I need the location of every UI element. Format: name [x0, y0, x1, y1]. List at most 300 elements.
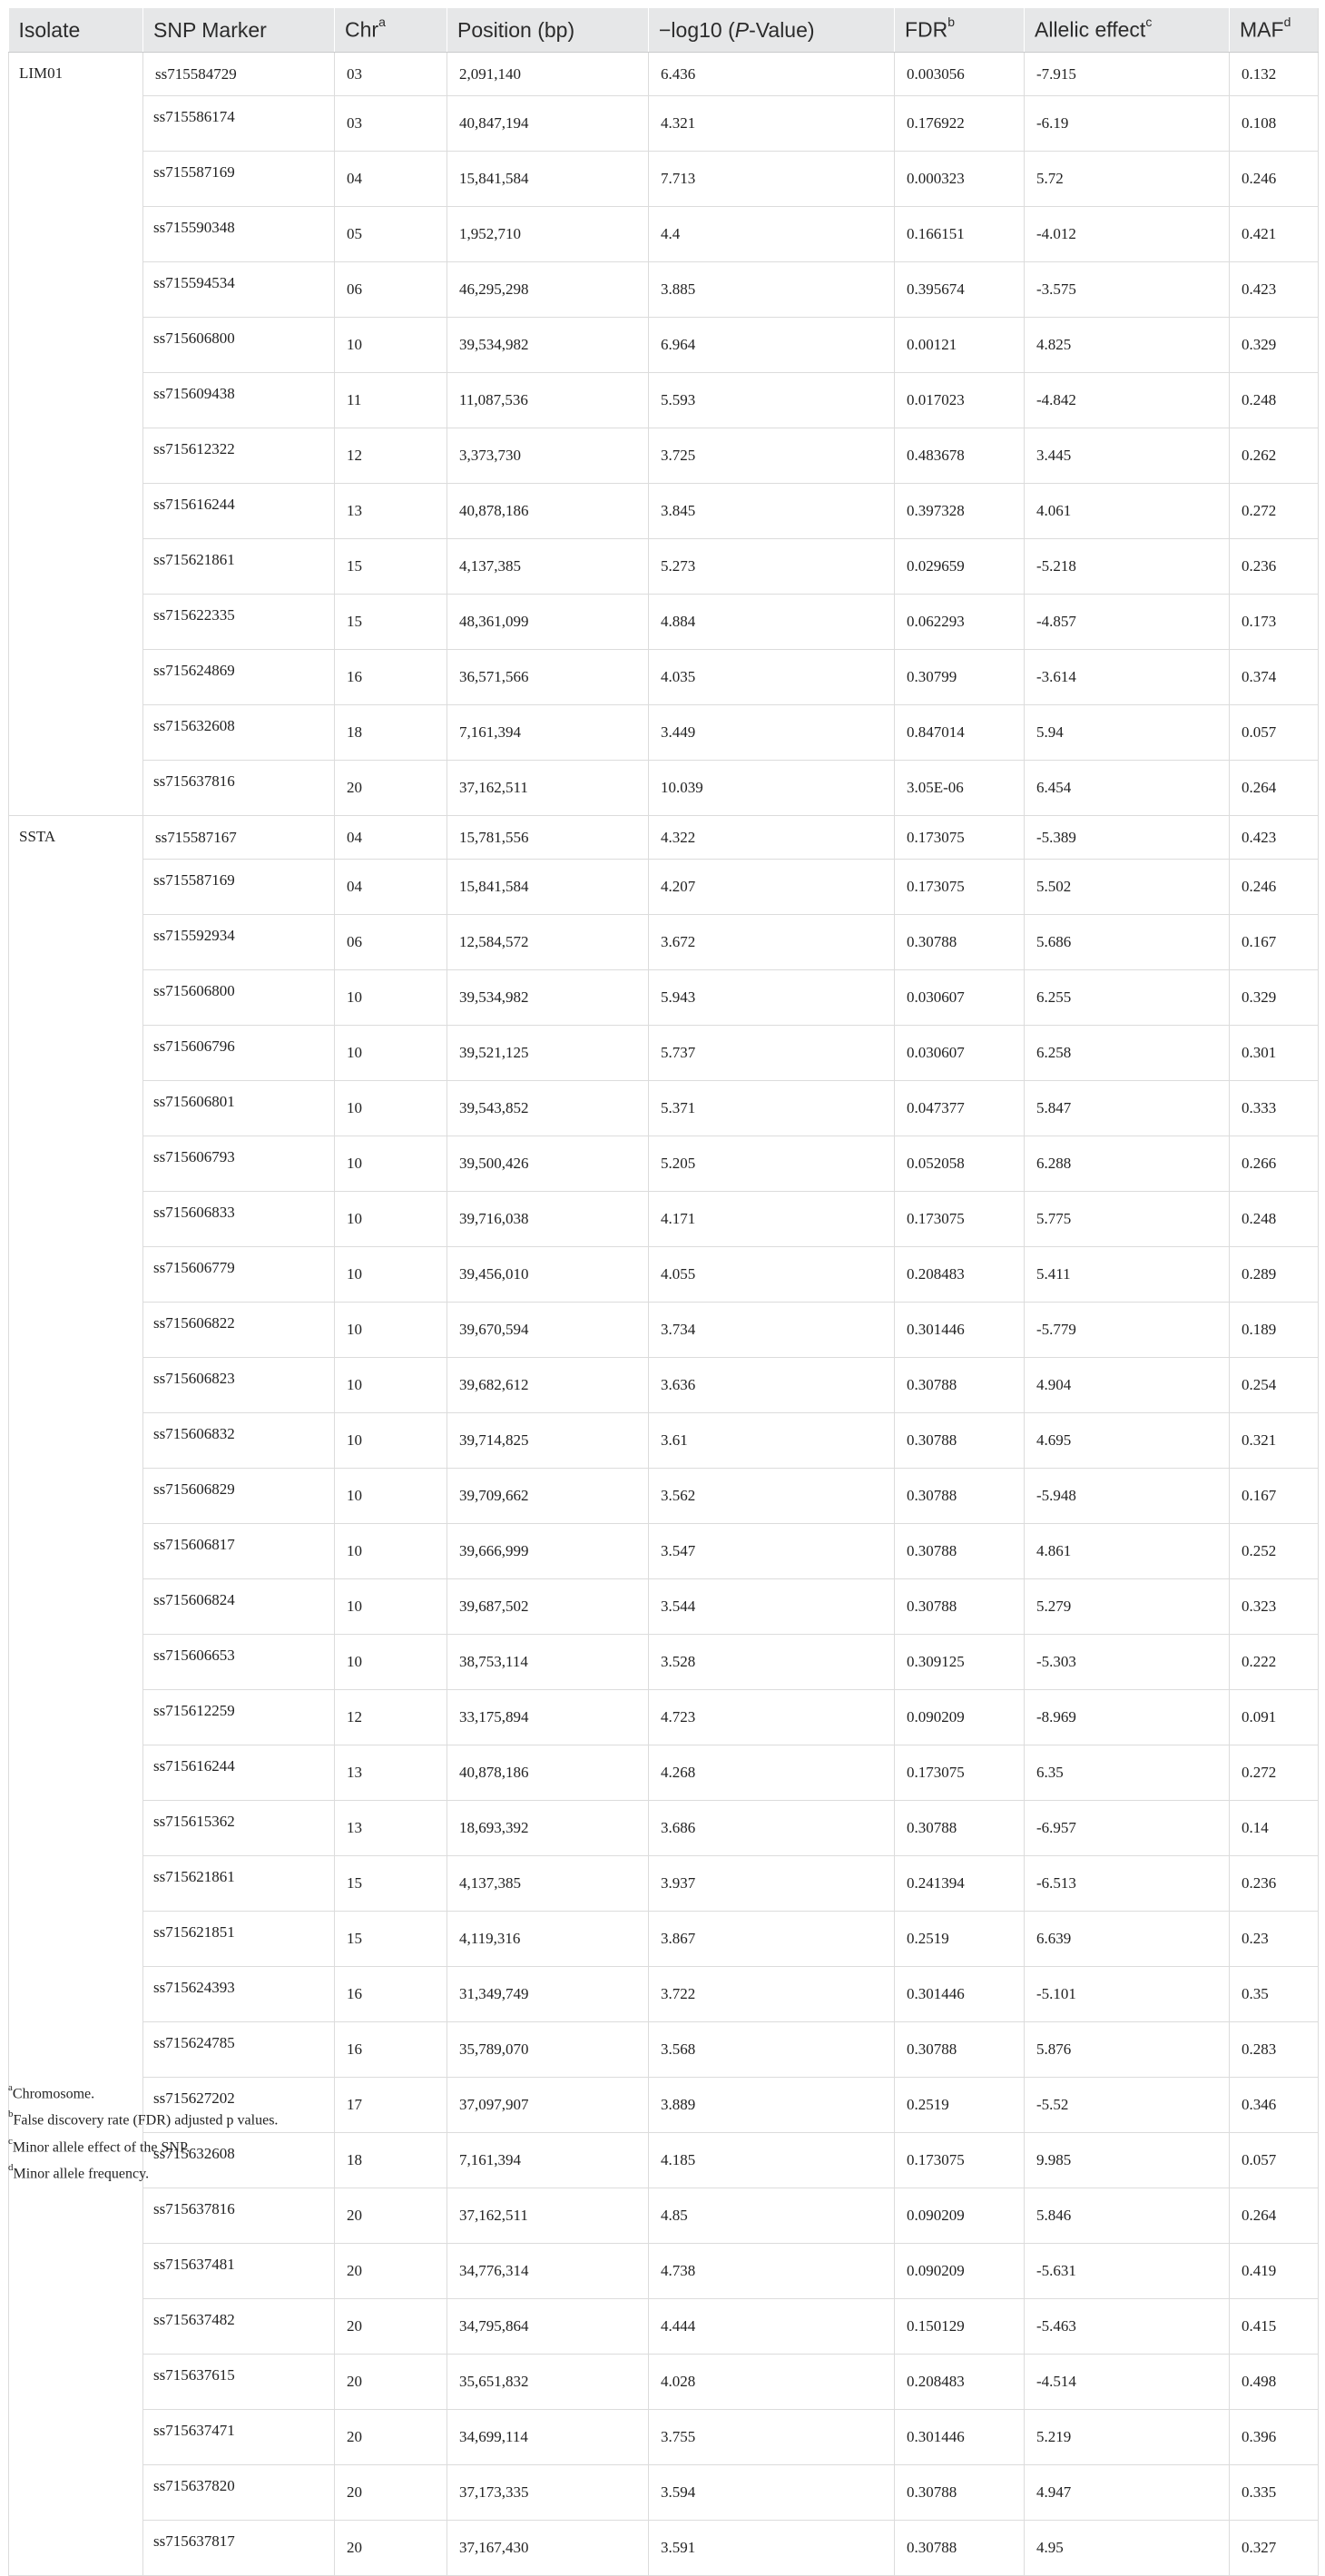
footnote-marker: c — [8, 2135, 13, 2147]
cell-log10-p: 5.371 — [649, 1081, 895, 1136]
cell-isolate: SSTA — [9, 816, 143, 2576]
table-row — [9, 152, 1319, 207]
cell-position: 37,162,511 — [447, 2188, 649, 2244]
cell-position: 46,295,298 — [447, 262, 649, 318]
cell-position: 39,666,999 — [447, 1524, 649, 1579]
cell-position: 4,119,316 — [447, 1912, 649, 1967]
cell-snp-marker: ss715587167 — [143, 816, 335, 860]
cell-log10-p: 3.867 — [649, 1912, 895, 1967]
cell-chr: 10 — [335, 1413, 447, 1469]
cell-log10-p: 3.594 — [649, 2465, 895, 2521]
cell-chr: 16 — [335, 650, 447, 705]
cell-snp-marker: ss715612259 — [143, 1690, 335, 1745]
cell-maf: 0.254 — [1230, 1358, 1319, 1413]
cell-snp-marker: ss715632608 — [143, 2133, 335, 2188]
cell-position: 35,651,832 — [447, 2355, 649, 2410]
cell-log10-p: 3.722 — [649, 1967, 895, 2022]
cell-position: 11,087,536 — [447, 373, 649, 428]
cell-maf: 0.189 — [1230, 1303, 1319, 1358]
cell-chr: 10 — [335, 1579, 447, 1635]
cell-fdr: 0.301446 — [895, 1967, 1025, 2022]
cell-allelic-effect: 5.72 — [1025, 152, 1230, 207]
cell-maf: 0.272 — [1230, 484, 1319, 539]
cell-log10-p: 4.723 — [649, 1690, 895, 1745]
cell-allelic-effect: 5.846 — [1025, 2188, 1230, 2244]
cell-maf: 0.421 — [1230, 207, 1319, 262]
cell-maf: 0.374 — [1230, 650, 1319, 705]
cell-snp-marker: ss715606824 — [143, 1579, 335, 1635]
cell-allelic-effect: 4.061 — [1025, 484, 1230, 539]
cell-maf: 0.346 — [1230, 2078, 1319, 2133]
cell-allelic-effect: -5.779 — [1025, 1303, 1230, 1358]
table-row — [9, 53, 1319, 96]
cell-fdr: 0.173075 — [895, 1192, 1025, 1247]
cell-chr: 12 — [335, 1690, 447, 1745]
cell-fdr: 3.05E-06 — [895, 761, 1025, 816]
cell-maf: 0.35 — [1230, 1967, 1319, 2022]
cell-chr: 03 — [335, 53, 447, 96]
table-row — [9, 262, 1319, 318]
cell-maf: 0.323 — [1230, 1579, 1319, 1635]
cell-maf: 0.321 — [1230, 1413, 1319, 1469]
cell-chr: 20 — [335, 2244, 447, 2299]
cell-position: 37,167,430 — [447, 2521, 649, 2576]
cell-maf: 0.248 — [1230, 373, 1319, 428]
cell-allelic-effect: 5.876 — [1025, 2022, 1230, 2078]
cell-maf: 0.252 — [1230, 1524, 1319, 1579]
cell-allelic-effect: -4.842 — [1025, 373, 1230, 428]
cell-chr: 20 — [335, 2355, 447, 2410]
cell-snp-marker: ss715621861 — [143, 1856, 335, 1912]
cell-snp-marker: ss715609438 — [143, 373, 335, 428]
cell-allelic-effect: 5.94 — [1025, 705, 1230, 761]
cell-snp-marker: ss715612322 — [143, 428, 335, 484]
cell-log10-p: 10.039 — [649, 761, 895, 816]
footnote — [8, 2132, 278, 2158]
cell-chr: 16 — [335, 1967, 447, 2022]
cell-allelic-effect: -5.463 — [1025, 2299, 1230, 2355]
cell-log10-p: 4.185 — [649, 2133, 895, 2188]
cell-chr: 06 — [335, 262, 447, 318]
table-row — [9, 2188, 1319, 2244]
cell-allelic-effect: -4.012 — [1025, 207, 1230, 262]
cell-chr: 10 — [335, 1524, 447, 1579]
cell-log10-p: 4.035 — [649, 650, 895, 705]
table-row — [9, 915, 1319, 970]
cell-allelic-effect: -5.303 — [1025, 1635, 1230, 1690]
cell-maf: 0.333 — [1230, 1081, 1319, 1136]
footnote-marker: c — [1145, 15, 1153, 30]
cell-chr: 10 — [335, 1081, 447, 1136]
cell-allelic-effect: -5.389 — [1025, 816, 1230, 860]
cell-snp-marker: ss715590348 — [143, 207, 335, 262]
table-row — [9, 2355, 1319, 2410]
cell-maf: 0.396 — [1230, 2410, 1319, 2465]
cell-log10-p: 3.568 — [649, 2022, 895, 2078]
cell-snp-marker: ss715606833 — [143, 1192, 335, 1247]
cell-allelic-effect: 5.775 — [1025, 1192, 1230, 1247]
cell-position: 35,789,070 — [447, 2022, 649, 2078]
cell-chr: 10 — [335, 1635, 447, 1690]
cell-snp-marker: ss715606793 — [143, 1136, 335, 1192]
table-row — [9, 96, 1319, 152]
cell-fdr: 0.029659 — [895, 539, 1025, 595]
cell-allelic-effect: -7.915 — [1025, 53, 1230, 96]
cell-fdr: 0.150129 — [895, 2299, 1025, 2355]
cell-snp-marker: ss715594534 — [143, 262, 335, 318]
footnote-marker: d — [8, 2161, 14, 2173]
cell-fdr: 0.047377 — [895, 1081, 1025, 1136]
cell-position: 39,687,502 — [447, 1579, 649, 1635]
cell-allelic-effect: 6.255 — [1025, 970, 1230, 1026]
cell-snp-marker: ss715624393 — [143, 1967, 335, 2022]
table-row — [9, 1690, 1319, 1745]
cell-chr: 11 — [335, 373, 447, 428]
cell-allelic-effect: -5.218 — [1025, 539, 1230, 595]
cell-position: 18,693,392 — [447, 1801, 649, 1856]
table-row — [9, 705, 1319, 761]
cell-log10-p: 3.725 — [649, 428, 895, 484]
cell-log10-p: 3.885 — [649, 262, 895, 318]
cell-allelic-effect: 5.502 — [1025, 860, 1230, 915]
cell-fdr: 0.017023 — [895, 373, 1025, 428]
cell-chr: 15 — [335, 595, 447, 650]
cell-chr: 10 — [335, 1358, 447, 1413]
cell-chr: 03 — [335, 96, 447, 152]
cell-maf: 0.289 — [1230, 1247, 1319, 1303]
cell-log10-p: 3.755 — [649, 2410, 895, 2465]
table-row — [9, 1026, 1319, 1081]
cell-maf: 0.246 — [1230, 860, 1319, 915]
header-maf: MAF$^d$ — [1230, 8, 1319, 53]
table-row — [9, 860, 1319, 915]
cell-snp-marker: ss715606800 — [143, 970, 335, 1026]
cell-fdr: 0.208483 — [895, 1247, 1025, 1303]
table-row — [9, 318, 1319, 373]
cell-allelic-effect: -6.513 — [1025, 1856, 1230, 1912]
cell-log10-p: 4.444 — [649, 2299, 895, 2355]
footnote — [8, 2105, 278, 2131]
table-row — [9, 1635, 1319, 1690]
table-row — [9, 1524, 1319, 1579]
cell-chr: 06 — [335, 915, 447, 970]
cell-position: 31,349,749 — [447, 1967, 649, 2022]
cell-chr: 20 — [335, 2465, 447, 2521]
cell-maf: 0.264 — [1230, 2188, 1319, 2244]
cell-allelic-effect: 5.219 — [1025, 2410, 1230, 2465]
table-row — [9, 484, 1319, 539]
cell-fdr: 0.30788 — [895, 1469, 1025, 1524]
cell-fdr: 0.301446 — [895, 1303, 1025, 1358]
cell-fdr: 0.000323 — [895, 152, 1025, 207]
cell-allelic-effect: 6.639 — [1025, 1912, 1230, 1967]
cell-fdr: 0.003056 — [895, 53, 1025, 96]
cell-maf: 0.264 — [1230, 761, 1319, 816]
cell-fdr: 0.483678 — [895, 428, 1025, 484]
cell-fdr: 0.2519 — [895, 2078, 1025, 2133]
cell-chr: 04 — [335, 860, 447, 915]
cell-allelic-effect: 4.861 — [1025, 1524, 1230, 1579]
cell-fdr: 0.395674 — [895, 262, 1025, 318]
footnote-marker: a — [8, 2082, 13, 2093]
cell-maf: 0.423 — [1230, 262, 1319, 318]
cell-chr: 10 — [335, 1136, 447, 1192]
cell-chr: 10 — [335, 1026, 447, 1081]
cell-allelic-effect: -3.614 — [1025, 650, 1230, 705]
cell-position: 39,670,594 — [447, 1303, 649, 1358]
cell-fdr: 0.173075 — [895, 816, 1025, 860]
cell-snp-marker: ss715606829 — [143, 1469, 335, 1524]
cell-position: 38,753,114 — [447, 1635, 649, 1690]
cell-chr: 15 — [335, 539, 447, 595]
cell-fdr: 0.030607 — [895, 970, 1025, 1026]
cell-position: 3,373,730 — [447, 428, 649, 484]
cell-snp-marker: ss715606779 — [143, 1247, 335, 1303]
cell-chr: 10 — [335, 1192, 447, 1247]
cell-allelic-effect: 6.454 — [1025, 761, 1230, 816]
cell-chr: 04 — [335, 152, 447, 207]
cell-position: 7,161,394 — [447, 705, 649, 761]
cell-chr: 04 — [335, 816, 447, 860]
cell-snp-marker: ss715637816 — [143, 761, 335, 816]
table-row — [9, 1136, 1319, 1192]
cell-snp-marker: ss715616244 — [143, 484, 335, 539]
cell-position: 4,137,385 — [447, 1856, 649, 1912]
cell-allelic-effect: -6.19 — [1025, 96, 1230, 152]
cell-snp-marker: ss715606653 — [143, 1635, 335, 1690]
cell-log10-p: 3.734 — [649, 1303, 895, 1358]
cell-log10-p: 3.547 — [649, 1524, 895, 1579]
cell-allelic-effect: 4.695 — [1025, 1413, 1230, 1469]
cell-maf: 0.272 — [1230, 1745, 1319, 1801]
table-row — [9, 1413, 1319, 1469]
cell-chr: 13 — [335, 484, 447, 539]
cell-fdr: 0.30788 — [895, 2465, 1025, 2521]
cell-snp-marker: ss715637820 — [143, 2465, 335, 2521]
table-row — [9, 1745, 1319, 1801]
cell-snp-marker: ss715606801 — [143, 1081, 335, 1136]
cell-chr: 13 — [335, 1801, 447, 1856]
cell-snp-marker: ss715584729 — [143, 53, 335, 96]
cell-allelic-effect: -8.969 — [1025, 1690, 1230, 1745]
cell-fdr: 0.052058 — [895, 1136, 1025, 1192]
cell-isolate: LIM01 — [9, 53, 143, 816]
cell-log10-p: 4.85 — [649, 2188, 895, 2244]
cell-fdr: 0.847014 — [895, 705, 1025, 761]
cell-snp-marker: ss715637481 — [143, 2244, 335, 2299]
cell-allelic-effect: 5.411 — [1025, 1247, 1230, 1303]
cell-maf: 0.236 — [1230, 539, 1319, 595]
cell-snp-marker: ss715637615 — [143, 2355, 335, 2410]
cell-maf: 0.266 — [1230, 1136, 1319, 1192]
cell-allelic-effect: 5.847 — [1025, 1081, 1230, 1136]
cell-fdr: 0.301446 — [895, 2410, 1025, 2465]
cell-position: 2,091,140 — [447, 53, 649, 96]
cell-position: 12,584,572 — [447, 915, 649, 970]
header-snp-marker: SNP Marker — [143, 8, 335, 53]
cell-fdr: 0.30788 — [895, 1358, 1025, 1413]
cell-snp-marker: ss715587169 — [143, 860, 335, 915]
cell-position: 37,097,907 — [447, 2078, 649, 2133]
cell-position: 15,781,556 — [447, 816, 649, 860]
cell-snp-marker: ss715637482 — [143, 2299, 335, 2355]
cell-position: 37,173,335 — [447, 2465, 649, 2521]
cell-position: 34,795,864 — [447, 2299, 649, 2355]
cell-maf: 0.335 — [1230, 2465, 1319, 2521]
cell-log10-p: 4.884 — [649, 595, 895, 650]
cell-fdr: 0.30788 — [895, 1801, 1025, 1856]
cell-fdr: 0.062293 — [895, 595, 1025, 650]
cell-allelic-effect: 4.95 — [1025, 2521, 1230, 2576]
table-row — [9, 428, 1319, 484]
table-row — [9, 1579, 1319, 1635]
cell-chr: 05 — [335, 207, 447, 262]
cell-maf: 0.419 — [1230, 2244, 1319, 2299]
header-position: Position (bp) — [447, 8, 649, 53]
cell-log10-p: 5.593 — [649, 373, 895, 428]
cell-fdr: 0.30788 — [895, 915, 1025, 970]
table-body — [9, 53, 1319, 2576]
cell-maf: 0.498 — [1230, 2355, 1319, 2410]
cell-chr: 16 — [335, 2022, 447, 2078]
cell-chr: 12 — [335, 428, 447, 484]
cell-chr: 10 — [335, 1469, 447, 1524]
cell-fdr: 0.2519 — [895, 1912, 1025, 1967]
header-allelic-effect: Allelic effect$^c$ — [1025, 8, 1230, 53]
cell-log10-p: 4.171 — [649, 1192, 895, 1247]
cell-chr: 20 — [335, 2299, 447, 2355]
cell-allelic-effect: -5.948 — [1025, 1469, 1230, 1524]
cell-chr: 10 — [335, 970, 447, 1026]
table-row — [9, 1358, 1319, 1413]
cell-log10-p: 3.528 — [649, 1635, 895, 1690]
header-log10-p: −log10 (P-Value) — [649, 8, 895, 53]
cell-allelic-effect: -5.631 — [1025, 2244, 1230, 2299]
cell-maf: 0.246 — [1230, 152, 1319, 207]
cell-position: 37,162,511 — [447, 761, 649, 816]
cell-fdr: 0.090209 — [895, 2188, 1025, 2244]
cell-snp-marker: ss715621861 — [143, 539, 335, 595]
cell-position: 40,847,194 — [447, 96, 649, 152]
table-row — [9, 970, 1319, 1026]
cell-position: 15,841,584 — [447, 860, 649, 915]
cell-log10-p: 3.591 — [649, 2521, 895, 2576]
table-row — [9, 207, 1319, 262]
footnote-text: Minor allele effect of the SNP. — [12, 2138, 191, 2155]
cell-log10-p: 4.738 — [649, 2244, 895, 2299]
cell-log10-p: 3.672 — [649, 915, 895, 970]
cell-maf: 0.248 — [1230, 1192, 1319, 1247]
cell-log10-p: 4.207 — [649, 860, 895, 915]
cell-allelic-effect: -3.575 — [1025, 262, 1230, 318]
cell-maf: 0.057 — [1230, 705, 1319, 761]
cell-snp-marker: ss715606822 — [143, 1303, 335, 1358]
table-row — [9, 2410, 1319, 2465]
cell-fdr: 0.30788 — [895, 1524, 1025, 1579]
cell-maf: 0.283 — [1230, 2022, 1319, 2078]
cell-position: 39,534,982 — [447, 318, 649, 373]
cell-fdr: 0.309125 — [895, 1635, 1025, 1690]
cell-log10-p: 4.4 — [649, 207, 895, 262]
cell-fdr: 0.30788 — [895, 1413, 1025, 1469]
cell-position: 39,714,825 — [447, 1413, 649, 1469]
cell-allelic-effect: 4.947 — [1025, 2465, 1230, 2521]
footnote — [8, 2079, 278, 2105]
cell-allelic-effect: 9.985 — [1025, 2133, 1230, 2188]
table-row — [9, 1912, 1319, 1967]
cell-position: 39,456,010 — [447, 1247, 649, 1303]
cell-chr: 17 — [335, 2078, 447, 2133]
cell-chr: 20 — [335, 2521, 447, 2576]
table-row — [9, 595, 1319, 650]
cell-allelic-effect: -4.857 — [1025, 595, 1230, 650]
cell-fdr: 0.00121 — [895, 318, 1025, 373]
cell-log10-p: 3.544 — [649, 1579, 895, 1635]
cell-log10-p: 4.321 — [649, 96, 895, 152]
cell-position: 39,534,982 — [447, 970, 649, 1026]
table-row — [9, 761, 1319, 816]
header-chr: Chr$^a$ — [335, 8, 447, 53]
header-fdr: FDR$^b$ — [895, 8, 1025, 53]
table-row — [9, 2244, 1319, 2299]
cell-fdr: 0.176922 — [895, 96, 1025, 152]
table-row — [9, 373, 1319, 428]
cell-snp-marker: ss715592934 — [143, 915, 335, 970]
cell-log10-p: 3.636 — [649, 1358, 895, 1413]
cell-chr: 15 — [335, 1856, 447, 1912]
cell-fdr: 0.30788 — [895, 1579, 1025, 1635]
table-row — [9, 1801, 1319, 1856]
cell-position: 39,682,612 — [447, 1358, 649, 1413]
cell-log10-p: 5.273 — [649, 539, 895, 595]
cell-snp-marker: ss715637817 — [143, 2521, 335, 2576]
table-row — [9, 2022, 1319, 2078]
cell-snp-marker: ss715637816 — [143, 2188, 335, 2244]
cell-position: 39,709,662 — [447, 1469, 649, 1524]
footnote-marker: a — [378, 15, 386, 30]
cell-position: 15,841,584 — [447, 152, 649, 207]
cell-position: 36,571,566 — [447, 650, 649, 705]
cell-snp-marker: ss715637471 — [143, 2410, 335, 2465]
cell-maf: 0.057 — [1230, 2133, 1319, 2188]
cell-fdr: 0.241394 — [895, 1856, 1025, 1912]
table-row — [9, 1856, 1319, 1912]
cell-chr: 18 — [335, 2133, 447, 2188]
cell-maf: 0.329 — [1230, 318, 1319, 373]
cell-fdr: 0.208483 — [895, 2355, 1025, 2410]
footnote-text: Chromosome. — [12, 2086, 95, 2102]
cell-allelic-effect: 4.825 — [1025, 318, 1230, 373]
cell-snp-marker: ss715606823 — [143, 1358, 335, 1413]
footnote-marker: b — [947, 15, 956, 30]
table-row — [9, 2521, 1319, 2576]
header-isolate: Isolate — [9, 8, 143, 53]
cell-chr: 13 — [335, 1745, 447, 1801]
cell-log10-p: 7.713 — [649, 152, 895, 207]
footnote-text: False discovery rate (FDR) adjusted p values. — [13, 2112, 279, 2129]
table-row — [9, 539, 1319, 595]
cell-maf: 0.262 — [1230, 428, 1319, 484]
table-row — [9, 2465, 1319, 2521]
cell-snp-marker: ss715624785 — [143, 2022, 335, 2078]
cell-snp-marker: ss715621851 — [143, 1912, 335, 1967]
cell-chr: 10 — [335, 1247, 447, 1303]
cell-log10-p: 3.562 — [649, 1469, 895, 1524]
cell-maf: 0.423 — [1230, 816, 1319, 860]
table-row — [9, 650, 1319, 705]
cell-log10-p: 3.889 — [649, 2078, 895, 2133]
cell-maf: 0.415 — [1230, 2299, 1319, 2355]
